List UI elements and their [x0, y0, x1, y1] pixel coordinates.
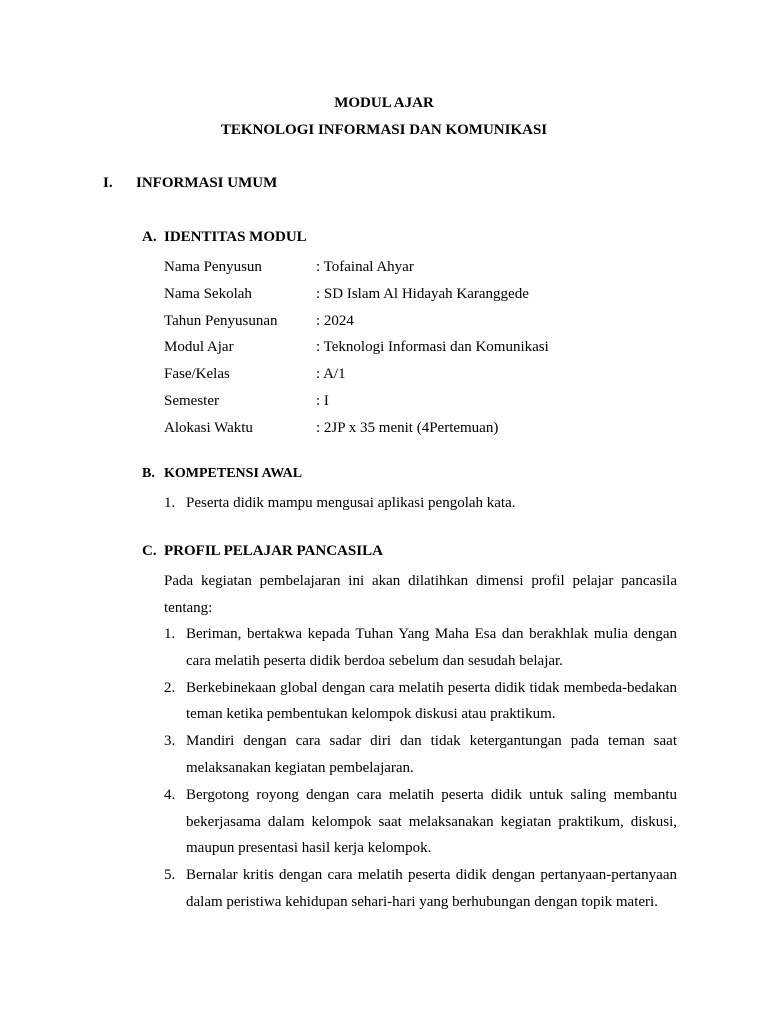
- identitas-value: : 2024: [316, 312, 354, 329]
- identitas-key: Alokasi Waktu: [164, 419, 253, 436]
- identitas-value: : Teknologi Informasi dan Komunikasi: [316, 339, 549, 356]
- list-item: [164, 728, 677, 782]
- identitas-key: Semester: [164, 392, 219, 409]
- subsection-letter: C.: [142, 543, 157, 559]
- list-item: [164, 782, 677, 862]
- identitas-row: [164, 388, 549, 415]
- subsection-letter: A.: [142, 229, 157, 245]
- profil-intro-paragraph: Pada kegiatan pembelajaran ini akan dilatihkan dimensi profil pelajar pancasila tentang:: [164, 573, 677, 616]
- list-item-text: Peserta didik mampu mengusai aplikasi pengolah kata.: [186, 495, 516, 511]
- list-item-text: Bernalar kritis dengan cara melatih peserta didik dengan pertanyaan-pertanyaan dalam peristiwa kehidupan sehari-hari yang berhubungan dengan topik materi.: [186, 867, 677, 910]
- list-item: [164, 490, 677, 517]
- kompetensi-list: [164, 490, 677, 517]
- identitas-row: [164, 254, 549, 281]
- list-item-number: 2.: [164, 679, 176, 696]
- identitas-key: Nama Penyusun: [164, 259, 262, 275]
- list-item: [164, 862, 677, 916]
- list-item-text: Berkebinekaan global dengan cara melatih peserta didik tidak membeda-bedakan teman ketika pembentukan kelompok diskusi atau praktikum.: [186, 679, 677, 723]
- identitas-key: Fase/Kelas: [164, 366, 230, 383]
- document-title: MODUL AJAR: [334, 95, 434, 111]
- identitas-row: [164, 361, 549, 388]
- section-number: I.: [103, 175, 113, 191]
- section-title: INFORMASI UMUM: [136, 175, 278, 191]
- list-item-text: Mandiri dengan cara sadar diri dan tidak ketergantungan pada teman saat melaksanakan kegiatan pembelajaran.: [186, 733, 677, 776]
- identitas-value: : Tofainal Ahyar: [316, 259, 414, 275]
- list-item: [164, 675, 677, 729]
- subsection-heading-identitas: [142, 228, 307, 246]
- list-item-number: 1.: [164, 495, 176, 511]
- subsection-title: PROFIL PELAJAR PANCASILA: [164, 543, 383, 559]
- subsection-heading-profil: [142, 542, 383, 560]
- list-item: [164, 621, 677, 675]
- subsection-letter: B.: [142, 466, 155, 481]
- identitas-key: Modul Ajar: [164, 339, 234, 356]
- list-item-text: Beriman, bertakwa kepada Tuhan Yang Maha Esa dan berakhlak mulia dengan cara melatih peserta didik berdoa sebelum dan sesudah belajar.: [186, 626, 677, 669]
- identitas-key: Tahun Penyusunan: [164, 312, 278, 329]
- list-item-text: Bergotong royong dengan cara melatih peserta didik untuk saling membantu bekerjasama dalam kelompok saat melaksanakan kegiatan praktikum, diskusi, maupun presentasi hasil kerja kelompok.: [186, 786, 677, 857]
- section-heading-informasi-umum: [103, 174, 277, 192]
- list-item-number: 4.: [164, 786, 176, 803]
- identitas-value: : I: [316, 392, 329, 409]
- list-item-number: 3.: [164, 733, 176, 750]
- identitas-value: : A/1: [316, 366, 346, 383]
- subsection-title: KOMPETENSI AWAL: [164, 466, 303, 481]
- identitas-table: [164, 254, 549, 442]
- subsection-heading-kompetensi: [142, 465, 302, 483]
- identitas-row: [164, 415, 549, 442]
- identitas-row: [164, 281, 549, 308]
- identitas-value: : 2JP x 35 menit (4Pertemuan): [316, 419, 499, 436]
- list-item-number: 1.: [164, 626, 176, 642]
- list-item-number: 5.: [164, 867, 176, 884]
- identitas-row: [164, 308, 549, 335]
- profil-list: [164, 621, 677, 916]
- identitas-value: : SD Islam Al Hidayah Karanggede: [316, 285, 529, 302]
- identitas-row: [164, 334, 549, 361]
- document-subtitle: TEKNOLOGI INFORMASI DAN KOMUNIKASI: [220, 122, 548, 138]
- identitas-key: Nama Sekolah: [164, 285, 252, 302]
- subsection-title: IDENTITAS MODUL: [164, 229, 307, 245]
